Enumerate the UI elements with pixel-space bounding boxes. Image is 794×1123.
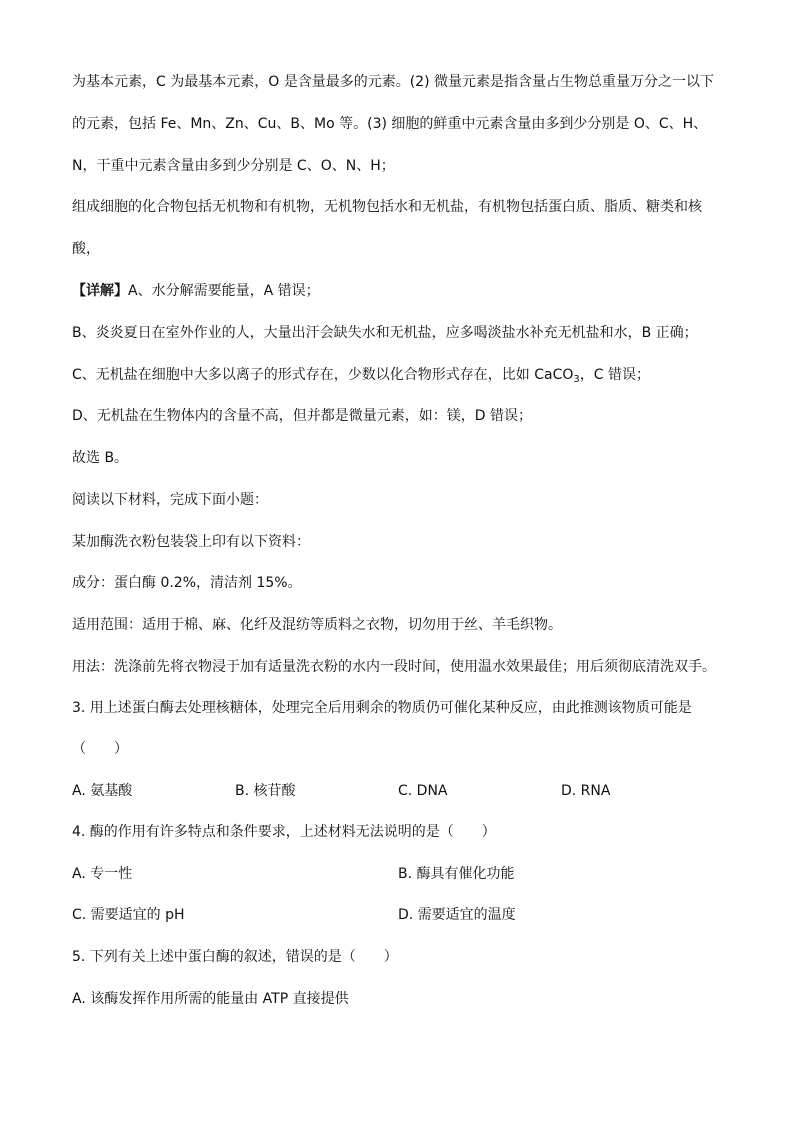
question-5-stem: 5. 下列有关上述中蛋白酶的叙述，错误的是（ ） — [72, 949, 398, 965]
detail-c — [72, 365, 650, 385]
question-3-stem: 3. 用上述蛋白酶去处理核糖体，处理完全后用剩余的物质仍可催化某种反应，由此推测该物质可能是 — [72, 700, 692, 716]
material-usage: 用法：洗涤前先将衣物浸于加有适量洗衣粉的水内一段时间，使用温水效果最佳；用后须彻底清洗双手。 — [72, 659, 716, 675]
material-ingredients: 成分：蛋白酶 0.2%，清洁剂 15%。 — [72, 575, 302, 591]
detail-c-end: ，C 错误； — [579, 367, 650, 383]
question-3-option-b: B. 核苷酸 — [235, 783, 296, 799]
detail-b: B、炎炎夏日在室外作业的人，大量出汗会缺失水和无机盐，应多喝淡盐水补充无机盐和水，B 正确； — [72, 325, 698, 341]
material-intro: 阅读以下材料，完成下面小题： — [72, 492, 268, 508]
detail-c-subscript: 3 — [573, 374, 580, 385]
detail-a — [72, 281, 320, 301]
analysis-line-5: 酸， — [72, 241, 100, 257]
material-scope: 适用范围：适用于棉、麻、化纤及混纺等质料之衣物，切勿用于丝、羊毛织物。 — [72, 617, 562, 633]
question-4-option-d: D. 需要适宜的温度 — [398, 907, 516, 923]
material-source: 某加酶洗衣粉包装袋上印有以下资料： — [72, 534, 310, 550]
analysis-line-4: 组成细胞的化合物包括无机物和有机物，无机物包括水和无机盐，有机物包括蛋白质、脂质、糖类和核 — [72, 199, 702, 215]
analysis-line-3: N，干重中元素含量由多到少分别是 C、O、N、H； — [72, 158, 395, 174]
question-3-option-c: C. DNA — [398, 783, 448, 799]
analysis-line-1: 为基本元素，C 为最基本元素，O 是含量最多的元素。(2) 微量元素是指含量占生物总重量万分之一以下 — [72, 74, 714, 90]
question-3-option-d: D. RNA — [561, 783, 611, 799]
detail-answer: 故选 B。 — [72, 450, 129, 466]
question-4-option-c: C. 需要适宜的 pH — [72, 907, 185, 923]
question-5-option-a: A. 该酶发挥作用所需的能量由 ATP 直接提供 — [72, 991, 349, 1007]
question-4-stem: 4. 酶的作用有许多特点和条件要求，上述材料无法说明的是（ ） — [72, 824, 496, 840]
detail-tag: 【详解】 — [72, 283, 128, 299]
detail-d: D、无机盐在生物体内的含量不高，但并都是微量元素，如：镁，D 错误； — [72, 408, 533, 424]
detail-a-text: A、水分解需要能量，A 错误； — [128, 283, 320, 299]
question-4-option-a: A. 专一性 — [72, 866, 133, 882]
detail-c-text: C、无机盐在细胞中大多以离子的形式存在，少数以化合物形式存在，比如 CaCO — [72, 367, 574, 383]
question-3-bracket: （ ） — [72, 741, 128, 757]
question-3-option-a: A. 氨基酸 — [72, 783, 133, 799]
analysis-line-2: 的元素，包括 Fe、Mn、Zn、Cu、B、Mo 等。(3) 细胞的鲜重中元素含量由多到少分别是 O、C、H、 — [72, 116, 708, 132]
question-4-option-b: B. 酶具有催化功能 — [398, 866, 515, 882]
